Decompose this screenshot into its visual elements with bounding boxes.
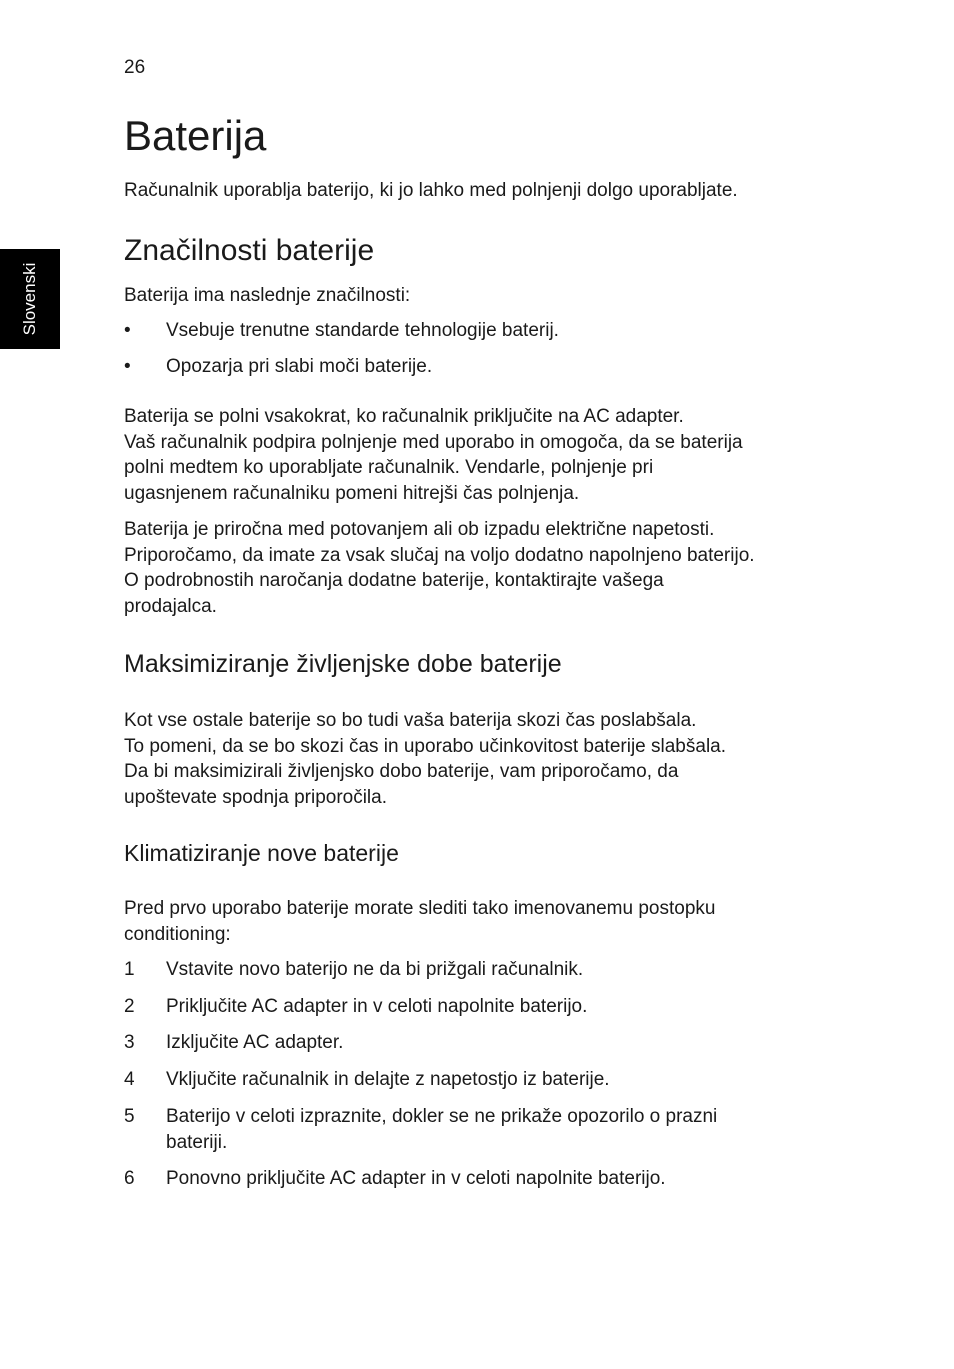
step-text: Vključite računalnik in delajte z napetostjo iz baterije. xyxy=(166,1069,610,1090)
page-title: Baterija xyxy=(124,112,267,159)
paragraph-line: conditioning: xyxy=(124,923,231,945)
step-text: Priključite AC adapter in v celoti napolnite baterijo. xyxy=(166,996,588,1017)
bullet-marker: • xyxy=(124,356,131,377)
charging-paragraph xyxy=(124,404,824,506)
paragraph-line: Kot vse ostale baterije so bo tudi vaša baterija skozi čas poslabšala. xyxy=(124,710,697,731)
step-text: Izključite AC adapter. xyxy=(166,1032,344,1053)
paragraph-line: prodajalca. xyxy=(124,595,217,617)
paragraph-line: polni medtem ko uporabljate računalnik. Vendarle, polnjenje pri xyxy=(124,457,654,478)
step-number: 4 xyxy=(124,1069,135,1090)
list-item-text: Opozarja pri slabi moči baterije. xyxy=(166,356,433,377)
step-text-line: bateriji. xyxy=(166,1131,228,1153)
paragraph-line: ugasnjenem računalniku pomeni hitrejši čas polnjenja. xyxy=(124,482,580,504)
paragraph-line: O podrobnostih naročanja dodatne baterije, kontaktirajte vašega xyxy=(124,570,664,591)
section-heading-conditioning: Klimatiziranje nove baterije xyxy=(124,840,399,866)
paragraph-line: To pomeni, da se bo skozi čas in uporabo učinkovitost baterije slabšala. xyxy=(124,735,727,757)
step-number: 6 xyxy=(124,1168,135,1189)
bullet-marker: • xyxy=(124,320,131,341)
section-heading-battery-features: Značilnosti baterije xyxy=(124,234,375,267)
step-number: 3 xyxy=(124,1032,135,1053)
step-text: Ponovno priključite AC adapter in v celoti napolnite baterijo. xyxy=(166,1168,666,1189)
travel-paragraph xyxy=(124,517,824,619)
language-side-tab-label: Slovenski xyxy=(20,262,39,336)
features-lead: Baterija ima naslednje značilnosti: xyxy=(124,285,411,306)
paragraph-line: Da bi maksimizirali življenjsko dobo baterije, vam priporočamo, da xyxy=(124,761,679,782)
maximize-paragraph xyxy=(124,708,824,810)
page-number: 26 xyxy=(124,57,146,78)
conditioning-paragraph xyxy=(124,896,824,947)
intro-paragraph: Računalnik uporablja baterijo, ki jo lahko med polnjenji dolgo uporabljate. xyxy=(124,180,738,201)
paragraph-line: Baterija se polni vsakokrat, ko računalnik priključite na AC adapter. xyxy=(124,406,684,427)
paragraph-line: Pred prvo uporabo baterije morate slediti tako imenovanemu postopku xyxy=(124,898,716,919)
paragraph-line: Baterija je priročna med potovanjem ali ob izpadu električne napetosti. xyxy=(124,519,715,540)
step-number: 5 xyxy=(124,1106,135,1127)
list-item-text: Vsebuje trenutne standarde tehnologije baterij. xyxy=(166,320,559,341)
step-number: 1 xyxy=(124,959,135,980)
step-text xyxy=(166,1104,816,1155)
section-heading-maximize-life: Maksimiziranje življenjske dobe baterije xyxy=(124,650,562,678)
step-number: 2 xyxy=(124,996,135,1017)
paragraph-line: Vaš računalnik podpira polnjenje med uporabo in omogoča, da se baterija xyxy=(124,431,743,453)
step-text-line: Baterijo v celoti izpraznite, dokler se ne prikaže opozorilo o prazni xyxy=(166,1106,718,1127)
language-side-tab xyxy=(0,249,60,349)
step-text: Vstavite novo baterijo ne da bi prižgali računalnik. xyxy=(166,959,584,980)
paragraph-line: Priporočamo, da imate za vsak slučaj na voljo dodatno napolnjeno baterijo. xyxy=(124,544,755,566)
paragraph-line: upoštevate spodnja priporočila. xyxy=(124,786,388,808)
